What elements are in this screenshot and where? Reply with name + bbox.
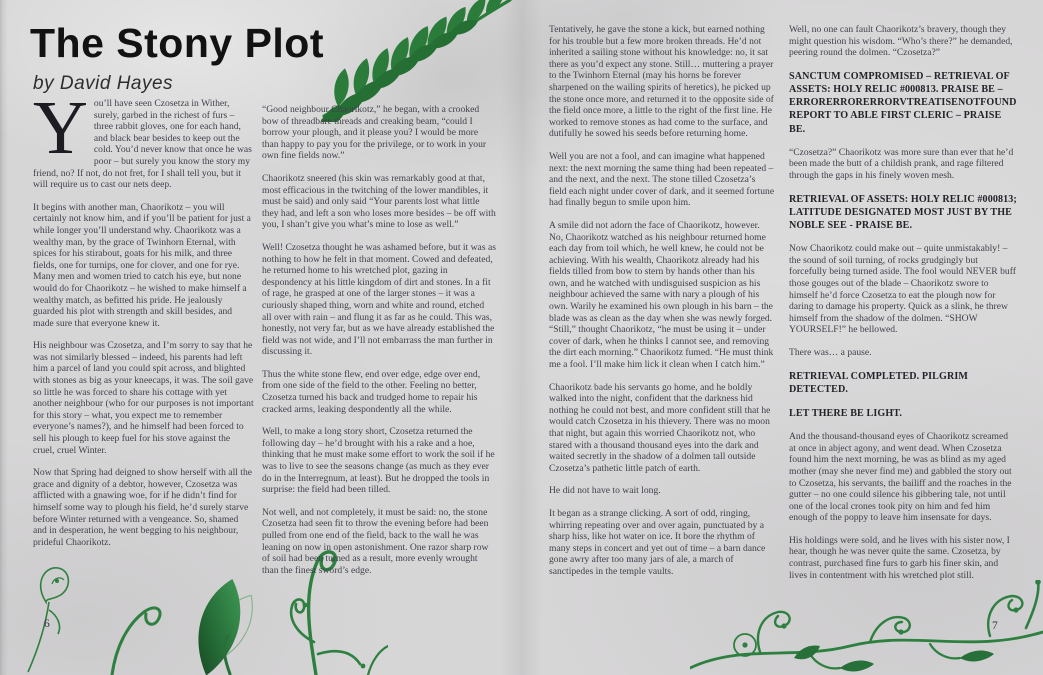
story-paragraph: Now Chaorikotz could make out – quite unmistakably! – the sound of soil turning, of rocks grudgingly but forcefully being turned aside. The fool would NEVER buff those gouges out of the blade – Chaorikotz swore to himself he’d force Czosetza to eat the plough now for daring to damage his property. Quick as a slink, he threw himself from the shadow of the dolmen. “SHOW YOURSELF!” he bellowed. [789, 243, 1016, 336]
story-paragraph: “Czosetza?” Chaorikotz was more sure than ever that he’d been made the butt of a childish prank, and rage filtered through the gaps in his finely woven mesh. [789, 146, 1014, 181]
story-paragraph: Well, no one can fault Chaorikotz’s bravery, though they might question his wisdom. “Who’s there?” he demanded, peering round the dolmen. “Czosetza?” [789, 24, 1013, 59]
machine-voice-paragraph: SANCTUM COMPROMISED – RETRIEVAL OF ASSETS: HOLY RELIC #000813. PRAISE BE – ERRORERRORERRORVTREATISENOTFOUND REPORT TO ABLE FIRST CLERIC – PRAISE BE. [789, 70, 1017, 135]
story-paragraph: A smile did not adorn the face of Chaorikotz, however. No, Chaorikotz watched as his neighbour returned home each day from toil which, he well knew, he could not be achieving. With his wealth, Chaorikotz already had his fields tilled from bow to stern by hands other than his own, and he watched with undisguised suspicion as his neighbour achieved the same with nary a plough of his own. Warily he examined his own plough in his barn – the blade was as clean as the day when she was newly forged. “Still,” thought Chaorikotz, “he must be using it – under cover of dark, when he thinks I cannot see, and removing the dirt each morning.” Chaorikotz fumed. “He must think me a fool. I’ll make him lick it clean when I catch him.” [549, 219, 774, 371]
opening-paragraph [33, 86, 254, 191]
vine-flourish-right [690, 580, 1043, 675]
story-paragraph: Well! Czosetza thought he was ashamed before, but it was as nothing to how he felt in that moment. Cowed and defeated, he returned home to his wretched plot, gazing in despondency at his little kingdom of dirt and stones. In a fit of rage, he grasped at one of the larger stones – it was a curiously shaped thing, worn and white and round, etched all over with rain – and flung it as far as he could. This was, honestly, not very far, but as we have already established the field was not wide, and I’ll not embarrass the man further in discussing it. [262, 241, 496, 358]
machine-voice-paragraph: RETRIEVAL COMPLETED. PILGRIM DETECTED. [789, 370, 969, 395]
opening-text: ou’ll have seen Czosetza in Wither, surely, garbed in the richest of furs – three rabbit gloves, one for each hand, and black bear besides to keep out the cold. You’d never know that once he was poor – but surely you know the story my friend, no? If not, do not fret, for I shall tell you, but it will require us to cast our nets deep. [33, 98, 252, 191]
column-1 [33, 86, 254, 559]
story-paragraph: His holdings were sold, and he lives with his sister now, I hear, though he was never quite the same. Czosetza, by contrast, purchased fine furs to garb his finer skin, and lives in contentment with his wretched plot still. [789, 534, 1010, 581]
story-paragraph: It begins with another man, Chaorikotz – you will certainly not know him, and if you’ll be patient for just a while longer you’ll understand why. Chaorikotz was a wealthy man, by the grace of Twinhorn Eternal, with spices for his stirabout, goats for his milk, and three fields, one for turnips, one for clover, and one for rye. Many men and women tried to catch his eye, but none would do for Chaorikotz – he wished to make himself a wealthy match, as befitted his pride. He jealously guarded his plot with strength and skill besides, and made sure that everyone knew it. [33, 201, 251, 329]
column-4 [789, 24, 1017, 592]
machine-voice-paragraph: RETRIEVAL OF ASSETS: HOLY RELIC #000813; LATITUDE DESIGNATED MOST JUST BY THE NOBLE SEE - PRAISE BE. [789, 193, 1017, 231]
machine-voice-paragraph: LET THERE BE LIGHT. [789, 407, 902, 419]
page-title: The Stony Plot [30, 20, 324, 66]
story-paragraph: Well, to make a long story short, Czosetza returned the following day – he’d brought with his a rake and a hoe, thinking that he must make some effort to work the soil if he was to live to see the seasons change (as much as they ever do in the Interregnum, at least). But he dropped the tools in surprise: the field had been tilled. [262, 426, 495, 496]
story-paragraph: Well you are not a fool, and can imagine what happened next: the next morning the same thing had been repeated – and the next, and the next. The stone tilled Czosetza’s field each night under cover of dark, and it seemed fortune had finally begun to smile upon him. [549, 150, 775, 209]
story-paragraph: It began as a strange clicking. A sort of odd, ringing, whirring repeating over and over again, punctuated by a sharp hiss, like hot water on ice. It bore the rhythm of many steps in concert and yet out of time – a barn dance gone awry after too many jars of ale, a march of sanctipedes in the temple vaults. [549, 507, 766, 577]
byline: by David Hayes [33, 73, 174, 94]
story-paragraph: Now that Spring had deigned to show herself with all the grace and dignity of a debtor, however, Czosetza was afflicted with a gnawing woe, for if he didn’t find for himself some way to plough his field, he’d surely starve before Winter returned with a vengeance. So, shamed and in desperation, he went begging to his neighbour, prideful Chaorikotz. [33, 467, 253, 548]
drop-cap: Y [33, 86, 88, 170]
story-paragraph: Chaorikotz sneered (his skin was remarkably good at that, most efficacious in the twitching of the lower mandibles, it must be said) and only said “Your parents lost what little they had, and left a son who loses more besides – be off with you, I shan’t give you what’s mine to lose as well.” [262, 172, 496, 231]
story-paragraph: There was… a pause. [789, 346, 872, 358]
story-paragraph: Thus the white stone flew, end over edge, edge over end, from one side of the field to the other. Feeling no better, Czosetza turned his back and trudged home to repair his cracked arms, leaking despondently all the while. [262, 368, 481, 415]
page-number-left: 6 [44, 618, 50, 630]
story-paragraph: His neighbour was Czosetza, and I’m sorry to say that he was not similarly blessed – indeed, his parents had left him a parcel of land you could spit across, and blighted with stones as big as your kneecaps, it was. The soil gave so little he was forced to share his cottage with yet another neighbour (who for our purposes is not important for this story – what, you expect me to remember everyone’s names?), and he himself had been forced to sell his plough to keep fuel for his stove against the cruel, cruel Winter. [33, 340, 254, 456]
story-paragraph: Tentatively, he gave the stone a kick, but earned nothing for his trouble but a few more broken threads. He’d not inherited a sailing stone without his knowledge: no, it sat there as you’d expect any stone. Still… muttering a prayer to the Twinhorn Eternal (may his horns be forever sharpened on the wailing spirits of heretics), he picked up the stone once more, and returned it to the opposite side of the field once more, a little to the right of the first line. He worked to remove stones as had come to the surface, and dutifully he sowed his seeds before returning home. [549, 24, 774, 140]
story-paragraph: And the thousand-thousand eyes of Chaorikotz screamed at once in abject agony, and went dead. When Czosetza found him the next morning, he was as blind as my aged mother (may she never find me) and gabbled the story out to Czosetza, his servants, the bailiff and the roaches in the gutter – no one could silence his gibbering tale, not until one of the local crones took pity on him and fed him enough of the poppy to leave him insensate for days. [789, 431, 1012, 524]
column-2 [262, 104, 496, 587]
story-paragraph: Not well, and not completely, it must be said: no, the stone Czosetza had seen fit to throw the evening before had been pulled from one end of the field, back to the wall he was leaning on now in open astonishment. One razor sharp row of soil had been turned as a result, more evenly wrought than the finest sword’s edge. [262, 506, 489, 576]
story-paragraph: Chaorikotz bade his servants go home, and he boldly walked into the night, confident that the darkness hid nothing he could not best, and more confident still that he would catch Czosetza in his thievery. There was no moon that night, but again this worried Chaorikotz not, who stared with a thousand thousand eyes into the dark and waited secretly in the shadow of a dolmen tall outside Czosetza’s pathetic little patch of earth. [549, 381, 771, 474]
column-3 [549, 24, 775, 589]
page-number-right: 7 [992, 620, 998, 632]
story-paragraph: He did not have to wait long. [549, 485, 661, 497]
story-paragraph: “Good neighbour Chaorikotz,” he began, with a crooked bow of threadbare threads and creaking beam, “could I borrow your plough, and it please you? I would be more than happy to pay you for the privilege, or to work in your own fine fields now.” [262, 104, 487, 162]
